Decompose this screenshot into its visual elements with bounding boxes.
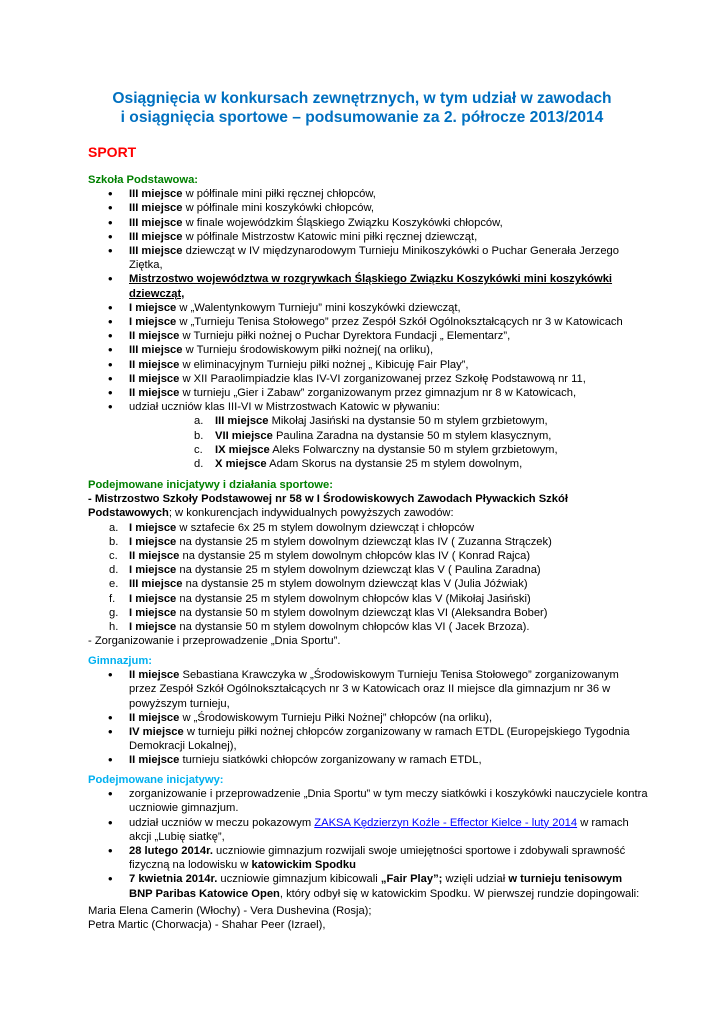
gymnasium-achievements-list <box>88 668 648 767</box>
list-item: • II miejsce w „Środowiskowym Turnieju Piłki Nożnej” chłopców (na orliku), <box>88 711 648 725</box>
list-item: • II miejsce turnieju siatkówki chłopców zorganizowany w ramach ETDL, <box>88 753 648 767</box>
primary-initiatives-heading: Podejmowane inicjatywy i działania sportowe: <box>88 479 333 491</box>
list-item: • II miejsce w turnieju „Gier i Zabaw” zorganizowanym przez gimnazjum nr 8 w Katowicach, <box>88 386 648 400</box>
gymnasium-section <box>88 654 648 768</box>
list-item: • I miejsce w „Walentynkowym Turnieju” mini koszykówki dziewcząt, <box>88 301 648 315</box>
sport-day-note: - Zorganizowanie i przeprowadzenie „Dnia Sportu”. <box>88 635 341 648</box>
list-item: g. I miejsce na dystansie 50 m stylem dowolnym dziewcząt klas VI (Aleksandra Bober) <box>109 606 548 619</box>
list-item: b. I miejsce na dystansie 25 m stylem dowolnym dziewcząt klas IV ( Zuzanna Strączek) <box>109 535 552 548</box>
list-item: • III miejsce dziewcząt w IV międzynarodowym Turnieju Minikoszykówki o Puchar Generała Jerzego Ziętka, <box>88 244 648 272</box>
list-item: • II miejsce w XII Paraolimpiadzie klas IV-VI zorganizowanej przez Szkołę Podstawową nr 11, <box>88 372 648 386</box>
list-item: e. III miejsce na dystansie 25 m stylem dowolnym dziewcząt klas V (Julia Jóźwiak) <box>109 578 528 591</box>
list-item: • III miejsce w półfinale mini koszykówki chłopców, <box>88 201 648 215</box>
list-item: • udział uczniów klas III-VI w Mistrzostwach Katowic w pływaniu: <box>88 400 648 414</box>
gymnasium-initiatives-list <box>88 787 648 901</box>
page-title: Osiągnięcia w konkursach zewnętrznych, w tym udział w zawodach i osiągnięcia sportowe – podsumowanie za 2. półrocze 2013/2014 <box>112 90 612 126</box>
primary-school-section <box>88 173 648 471</box>
gymnasium-heading: Gimnazjum: <box>88 655 153 667</box>
list-item: a. III miejsce Mikołaj Jasiński na dystansie 50 m stylem grzbietowym, <box>194 415 548 428</box>
list-item: d. X miejsce Adam Skorus na dystansie 25 m stylem dowolnym, <box>194 458 523 471</box>
list-item: d. I miejsce na dystansie 25 m stylem dowolnym dziewcząt klas V ( Paulina Zaradna) <box>109 564 541 577</box>
list-item: • IV miejsce w turnieju piłki nożnej chłopców zorganizowany w ramach ETDL (Europejskiego Tygodnia Demokracji Lokalnej), <box>88 725 648 753</box>
list-item: • II miejsce w Turnieju piłki nożnej o Puchar Dyrektora Fundacji „ Elementarz”, <box>88 329 648 343</box>
match-line: Maria Elena Camerin (Włochy) - Vera Dushevina (Rosja); <box>88 905 372 917</box>
list-item: f. I miejsce na dystansie 25 m stylem dowolnym chłopców klas V (Mikołaj Jasiński) <box>109 592 531 605</box>
list-item: a. I miejsce w sztafecie 6x 25 m stylem dowolnym dziewcząt i chłopców <box>109 521 475 534</box>
list-item: • III miejsce w półfinale Mistrzostw Katowic mini piłki ręcznej dziewcząt, <box>88 230 648 244</box>
primary-achievements-list <box>88 187 648 414</box>
swim-competition-results-list <box>88 521 648 635</box>
primary-initiatives-intro: - Mistrzostwo Szkoły Podstawowej nr 58 w I Środowiskowych Zawodach Pływackich Szkół Podstawowych; w konkurencjach indywidualnych powyższych zawodów: <box>88 493 568 520</box>
primary-school-heading: Szkoła Podstawowa: <box>88 174 199 186</box>
gymnasium-initiatives-heading: Podejmowane inicjatywy: <box>88 774 224 786</box>
list-item: c. II miejsce na dystansie 25 m stylem dowolnym chłopców klas IV ( Konrad Rajca) <box>109 550 531 563</box>
list-item: • Mistrzostwo województwa w rozgrywkach Śląskiego Związku Koszykówki mini koszykówki dziewcząt, <box>88 272 648 300</box>
sport-heading: SPORT <box>88 144 137 160</box>
list-item: • II miejsce Sebastiana Krawczyka w „Środowiskowym Turnieju Tenisa Stołowego” zorganizowanym przez Zespół Szkół Ogólnokształcących nr 3 w Katowicach oraz II miejsce dla gimnazjum nr 36 w powyższym turnieju, <box>88 668 648 711</box>
list-item: • I miejsce w „Turnieju Tenisa Stołowego” przez Zespół Szkół Ogólnokształcących nr 3 w Katowicach <box>88 315 648 329</box>
list-item: h. I miejsce na dystansie 50 m stylem dowolnym chłopców klas VI ( Jacek Brzoza). <box>109 621 530 634</box>
list-item: • III miejsce w półfinale mini piłki ręcznej chłopców, <box>88 187 648 201</box>
list-item: • II miejsce w eliminacyjnym Turnieju piłki nożnej „ Kibicuję Fair Play”, <box>88 358 648 372</box>
list-item: • 28 lutego 2014r. uczniowie gimnazjum rozwijali swoje umiejętności sportowe i zdobywali sprawność fizyczną na lodowisku w katowickim Spodku <box>88 844 648 872</box>
match-line: Petra Martic (Chorwacja) - Shahar Peer (Izrael), <box>88 919 326 932</box>
list-item: • III miejsce w Turnieju środowiskowym piłki nożnej( na orliku), <box>88 343 648 357</box>
match-lines <box>88 904 372 932</box>
list-item: • zorganizowanie i przeprowadzenie „Dnia Sportu” w tym meczy siatkówki i koszykówki nauczyciele kontra uczniowie gimnazjum. <box>88 787 648 815</box>
list-item: b. VII miejsce Paulina Zaradna na dystansie 50 m stylem klasycznym, <box>194 429 552 442</box>
swimming-results-list <box>88 414 648 471</box>
list-item: • 7 kwietnia 2014r. uczniowie gimnazjum kibicowali „Fair Play”; wzięli udział w turnieju tenisowym BNP Paribas Katowice Open, który odbył się w katowickim Spodku. W pierwszej rundzie dopingowali: <box>88 872 648 900</box>
primary-initiatives-section <box>88 478 648 648</box>
gymnasium-initiatives-section <box>88 773 648 901</box>
list-item: • III miejsce w finale wojewódzkim Śląskiego Związku Koszykówki chłopców, <box>88 216 648 230</box>
match-link[interactable]: ZAKSA Kędzierzyn Koźle - Effector Kielce - luty 2014 <box>314 816 578 829</box>
list-item: • udział uczniów w meczu pokazowym ZAKSA Kędzierzyn Koźle - Effector Kielce - luty 2014 w ramach akcji „Lubię siatkę”, <box>88 816 648 844</box>
list-item: c. IX miejsce Aleks Folwarczny na dystansie 50 m stylem grzbietowym, <box>194 443 558 456</box>
